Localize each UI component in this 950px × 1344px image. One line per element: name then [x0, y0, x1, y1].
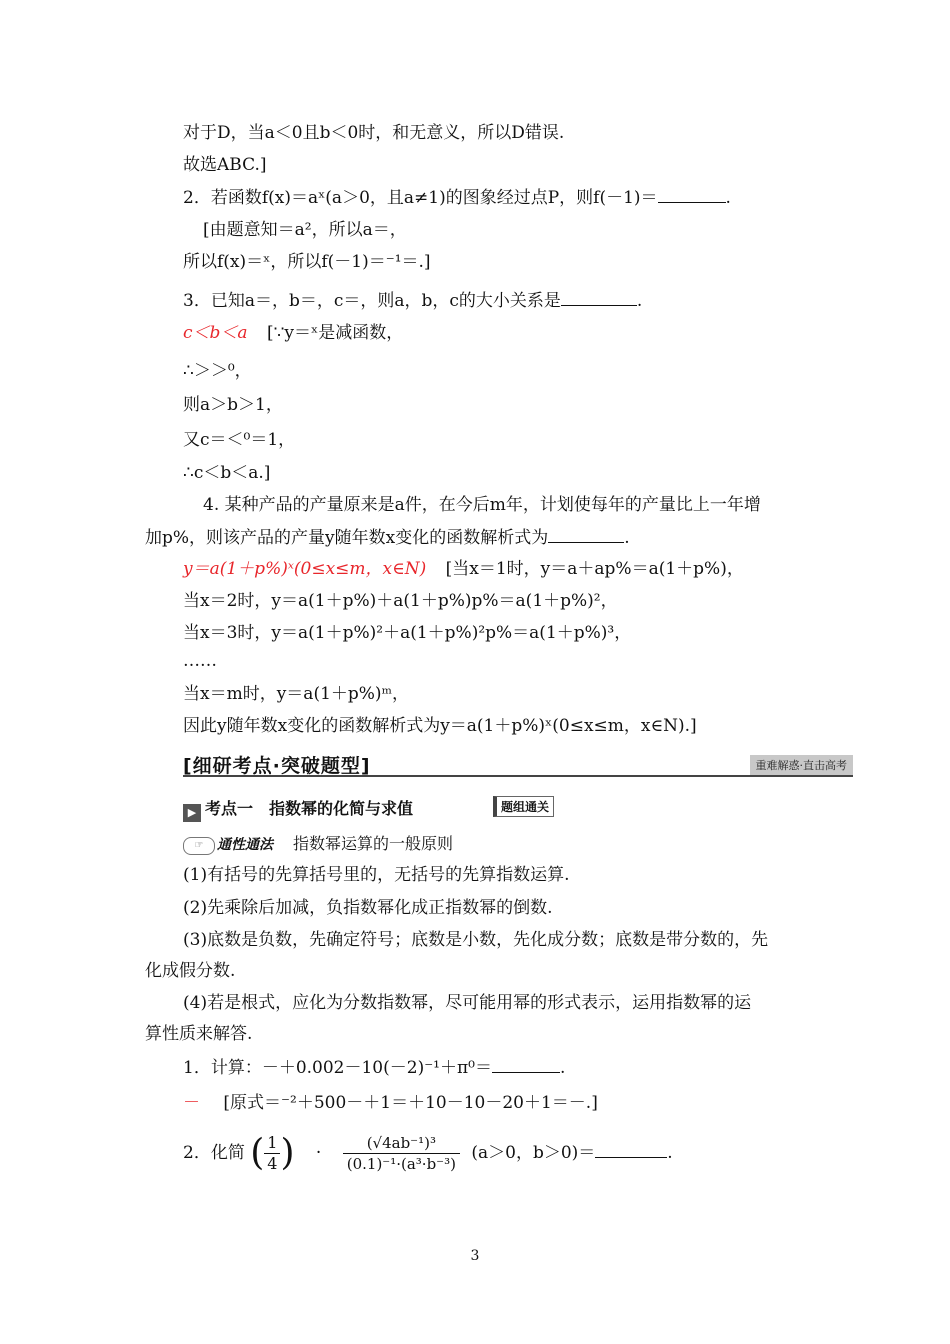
main-fraction [343, 1133, 460, 1174]
answer-4: y＝a(1＋p%)ˣ(0≤x≤m，x∈N) [183, 559, 427, 579]
exercise-2-line: 2．化简 ( $\frac{1}{4}$ ) · $\frac{\text{(√4ab⁻¹)³}}{\text{(0.1)⁻¹·(a³·b⁻³)}}$ (a＞0，b＞0)＝ . [183, 1132, 673, 1174]
line-8: ∴＞＞⁰， [183, 361, 252, 381]
answer-blank [595, 1141, 667, 1158]
exercise-1-text: 1．计算：－＋0.002－10(－2)⁻¹＋π⁰＝ [183, 1058, 492, 1078]
line-4: [由题意知＝a²，所以a＝， [203, 220, 407, 240]
line-15: 当x＝2时，y＝a(1＋p%)＋a(1＋p%)p%＝a(1＋p%)²， [183, 591, 618, 611]
question-2-text: 2．若函数f(x)＝aˣ(a＞0，且a≠1)的图象经过点P，则f(－1)＝ [183, 188, 658, 208]
line-9: 则a＞b＞1， [183, 395, 283, 415]
line-7 [183, 322, 403, 344]
right-paren: ) [280, 1132, 295, 1174]
line-18: 当x＝m时，y＝a(1＋p%)ᵐ， [183, 684, 409, 704]
line-5: 所以f(x)＝ˣ，所以f(－1)＝⁻¹＝.] [183, 252, 431, 272]
solution-4-start: [当x＝1时，y＝a＋ap%＝a(1＋p%)， [445, 559, 744, 579]
answer-3: c＜b＜a [183, 323, 248, 343]
line-2: 故选ABC.] [183, 155, 267, 175]
dot-operator: · [315, 1143, 322, 1163]
section-tag: 重难解惑·直击高考 [750, 755, 854, 775]
question-4-text: 加p%，则该产品的产量y随年数x变化的函数解析式为 [145, 528, 549, 548]
answer-blank [492, 1056, 560, 1073]
fraction-denominator: (0.1)⁻¹·(a³·b⁻³) [346, 1155, 456, 1173]
line-1: 对于D，当a＜0且b＜0时，和无意义，所以D错误. [183, 123, 565, 143]
triangle-icon: ▶ [183, 804, 201, 822]
line-14 [183, 558, 744, 580]
solution-5: [原式＝⁻²＋500－＋1＝＋10－10－20＋1＝－.] [223, 1093, 598, 1113]
answer-blank [561, 289, 637, 306]
question-4-line-2: 加p%，则该产品的产量y随年数x变化的函数解析式为 . [145, 528, 630, 548]
hand-icon: ☞ [183, 837, 215, 855]
section-title: [细研考点·突破题型] [183, 755, 371, 777]
tongxing-tag: 通性通法 [217, 837, 273, 853]
line-19: 因此y随年数x变化的函数解析式为y＝a(1＋p%)ˣ(0≤x≤m，x∈N).] [183, 716, 697, 736]
answer-blank [658, 186, 726, 203]
rule-4-line-2: 算性质来解答. [145, 1024, 253, 1044]
answer-blank [548, 526, 624, 543]
section-header [183, 751, 853, 777]
quarter-fraction: $\frac{1}{4}$ [264, 1133, 280, 1174]
rule-3-line-2: 化成假分数. [145, 961, 236, 981]
exercise-2-condition: (a＞0，b＞0)＝ [471, 1143, 596, 1163]
exercise-1-solution [183, 1092, 598, 1114]
rule-4-line-1: (4)若是根式，应化为分数指数幂，尽可能用幂的形式表示，运用指数幂的运 [183, 993, 752, 1013]
question-3-line: 3．已知a＝，b＝，c＝，则a，b，c的大小关系是 . [183, 291, 643, 311]
rule-2: (2)先乘除后加减，负指数幂化成正指数幂的倒数. [183, 898, 553, 918]
exercise-1-line: 1．计算：－＋0.002－10(－2)⁻¹＋π⁰＝ . [183, 1058, 566, 1078]
rule-1: (1)有括号的先算括号里的，无括号的先算指数运算. [183, 865, 570, 885]
tongxing-heading [183, 831, 453, 855]
page-number: 3 [470, 1248, 480, 1264]
kaodian-title: 考点一 指数幂的化简与求值 [205, 799, 414, 818]
question-2-line: 2．若函数f(x)＝aˣ(a＞0，且a≠1)的图象经过点P，则f(－1)＝ . [183, 188, 731, 208]
line-16: 当x＝3时，y＝a(1＋p%)²＋a(1＋p%)²p%＝a(1＋p%)³， [183, 623, 632, 643]
line-11: ∴c＜b＜a.] [183, 463, 271, 483]
fraction-numerator: (√4ab⁻¹)³ [343, 1133, 460, 1154]
question-4-line-1: 4. 某种产品的产量原来是a件，在今后m年，计划使每年的产量比上一年增 [203, 495, 761, 515]
exercise-2-label: 2．化简 [183, 1143, 245, 1163]
line-10: 又c＝＜⁰＝1， [183, 430, 296, 450]
left-paren: ( [250, 1132, 265, 1174]
kaodian-badge: 题组通关 [493, 796, 554, 817]
answer-5: － [183, 1093, 200, 1113]
question-3-text: 3．已知a＝，b＝，c＝，则a，b，c的大小关系是 [183, 291, 561, 311]
line-17: …… [183, 651, 217, 671]
rule-3-line-1: (3)底数是负数，先确定符号；底数是小数，先化成分数；底数是带分数的，先 [183, 930, 769, 950]
tongxing-title: 指数幂运算的一般原则 [293, 834, 454, 853]
kaodian-heading [183, 796, 413, 822]
solution-3-start: [∵y＝ˣ是减函数， [266, 323, 404, 343]
